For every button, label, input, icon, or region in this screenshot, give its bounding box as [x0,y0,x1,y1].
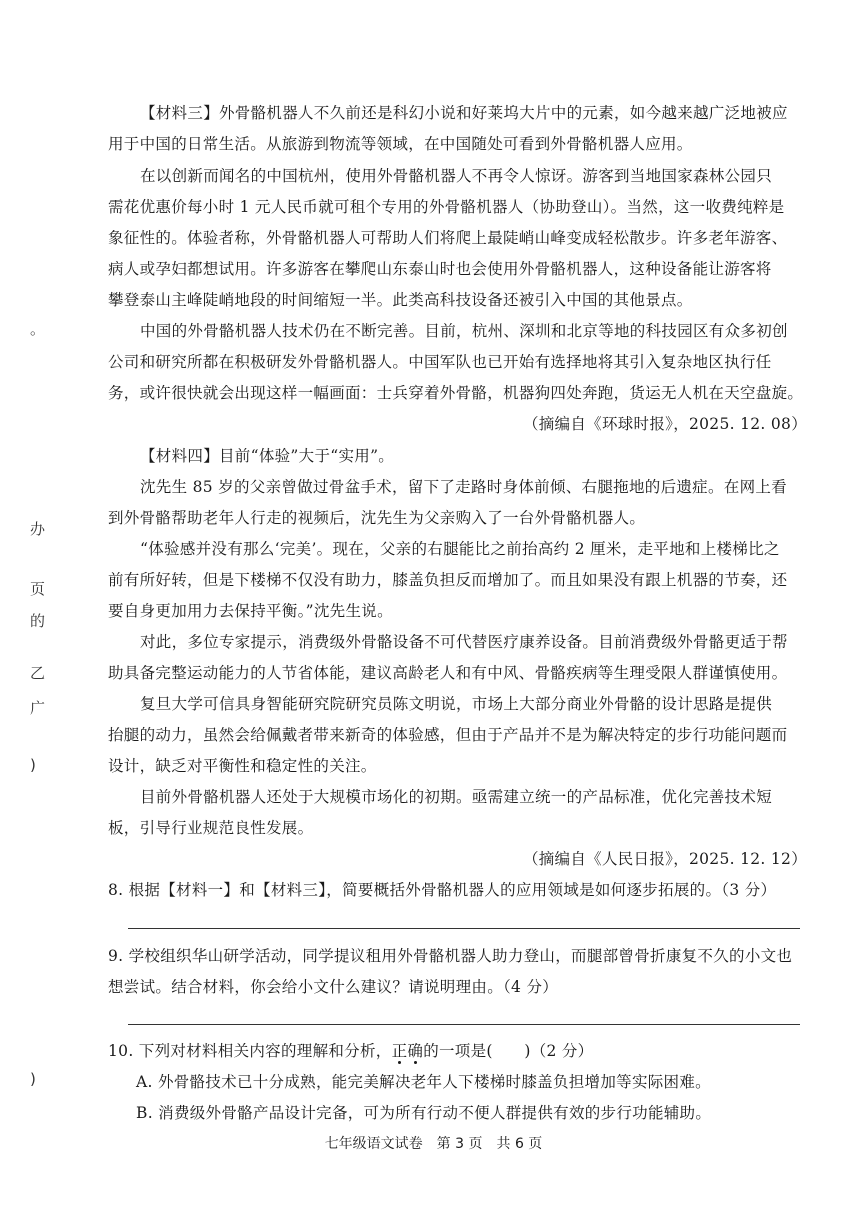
question-9-line1: 9. 学校组织华山研学活动，同学提议租用外骨骼机器人助力登山，而腿部曾骨折康复不久的小文也 [108,947,793,965]
question-10-suffix: 的一项是( )（2 分） [423,1042,594,1060]
material4-line: “体验感并没有那么‘完美’。现在，父亲的右腿能比之前抬高约 2 厘米，走平地和上楼梯比之 [140,540,780,558]
answer-line-q8[interactable] [128,928,800,929]
question-9-line2: 想尝试。结合材料，你会给小文什么建议？请说明理由。（4 分） [108,978,559,996]
margin-mark: 页 [30,580,46,598]
material4-line: 板，引导行业规范良性发展。 [108,819,314,837]
material4-line: 沈先生 85 岁的父亲曾做过骨盆手术，留下了走路时身体前倾、右腿拖地的后遗症。在网上看 [140,478,787,496]
margin-mark: 的 [30,612,46,630]
material4-line: 抬腿的动力，虽然会给佩戴者带来新奇的体验感，但由于产品并不是为解决特定的步行功能问题而 [108,726,788,744]
material3-line: 用于中国的日常生活。从旅游到物流等领域，在中国随处可看到外骨骼机器人应用。 [108,135,693,153]
material4-line: 要自身更加用力去保持平衡。”沈先生说。 [108,602,393,620]
material3-source: （摘编自《环球时报》，2025. 12. 08） [522,415,807,433]
material4-line: 前有所好转，但是下楼梯不仅没有助力，膝盖负担反而增加了。而且如果没有跟上机器的节奏，还 [108,571,788,589]
material4-line: 助具备完整运动能力的人节省体能，建议高龄老人和有中风、骨骼疾病等生理受限人群谨慎使用。 [108,664,788,682]
material3-line: 攀登泰山主峰陡峭地段的时间缩短一半。此类高科技设备还被引入中国的其他景点。 [108,291,693,309]
material3-line: 务，或许很快就会出现这样一幅画面：士兵穿着外骨骼，机器狗四处奔跑，货运无人机在天空盘旋。 [108,384,804,402]
material4-line: 目前外骨骼机器人还处于大规模市场化的初期。亟需建立统一的产品标准，优化完善技术短 [140,788,773,806]
question-10 [108,1041,808,1061]
margin-mark: 办 [30,520,46,538]
material3-line: 【材料三】外骨骼机器人不久前还是科幻小说和好莱坞大片中的元素，如今越来越广泛地被应 [140,104,788,122]
material4-source: （摘编自《人民日报》，2025. 12. 12） [522,850,807,868]
material3-line: 中国的外骨骼机器人技术仍在不断完善。目前，杭州、深圳和北京等地的科技园区有众多初创 [140,322,788,340]
page-footer: 七年级语文试卷 第 3 页 共 6 页 [324,1136,543,1152]
material4-line: 对此，多位专家提示，消费级外骨骼设备不可代替医疗康养设备。目前消费级外骨骼更适于帮 [140,633,788,651]
answer-line-q9[interactable] [128,1024,800,1025]
option-a[interactable]: A. 外骨骼技术已十分成熟，能完美解决老年人下楼梯时膝盖负担增加等实际困难。 [136,1073,711,1091]
emphasis-char: 确 [407,1042,424,1060]
material3-line: 在以创新而闻名的中国杭州，使用外骨骼机器人不再令人惊讶。游客到当地国家森林公园只 [140,167,773,185]
question-8: 8. 根据【材料一】和【材料三】，简要概括外骨骼机器人的应用领域是如何逐步拓展的。（3 分） [108,881,777,899]
emphasis-char: 正 [391,1042,408,1060]
margin-mark: 乙 [30,664,46,682]
material4-line: 到外骨骼帮助老年人行走的视频后，沈先生为父亲购入了一台外骨骼机器人。 [108,509,646,527]
margin-mark: ) [30,756,36,774]
margin-mark: 。 [30,320,46,338]
material3-line: 需花优惠价每小时 1 元人民币就可租个专用的外骨骼机器人（协助登山）。当然，这一收费纯粹是 [108,198,785,216]
question-10-prefix: 10. 下列对材料相关内容的理解和分析， [108,1042,392,1060]
material3-line: 象征性的。体验者称，外骨骼机器人可帮助人们将爬上最陡峭山峰变成轻松散步。许多老年游客、 [108,229,788,247]
material4-line: 设计，缺乏对平衡性和稳定性的关注。 [108,757,377,775]
margin-mark: 广 [30,699,46,717]
material4-heading: 【材料四】目前“体验”大于“实用”。 [140,447,395,465]
option-b[interactable]: B. 消费级外骨骼产品设计完备，可为所有行动不便人群提供有效的步行功能辅助。 [136,1104,712,1122]
material3-line: 病人或孕妇都想试用。许多游客在攀爬山东泰山时也会使用外骨骼机器人，这种设备能让游客将 [108,260,772,278]
material4-line: 复旦大学可信具身智能研究院研究员陈文明说，市场上大部分商业外骨骼的设计思路是提供 [140,695,773,713]
margin-mark: ) [30,1070,36,1088]
material3-line: 公司和研究所都在积极研发外骨骼机器人。中国军队也已开始有选择地将其引入复杂地区执行任 [108,353,772,371]
